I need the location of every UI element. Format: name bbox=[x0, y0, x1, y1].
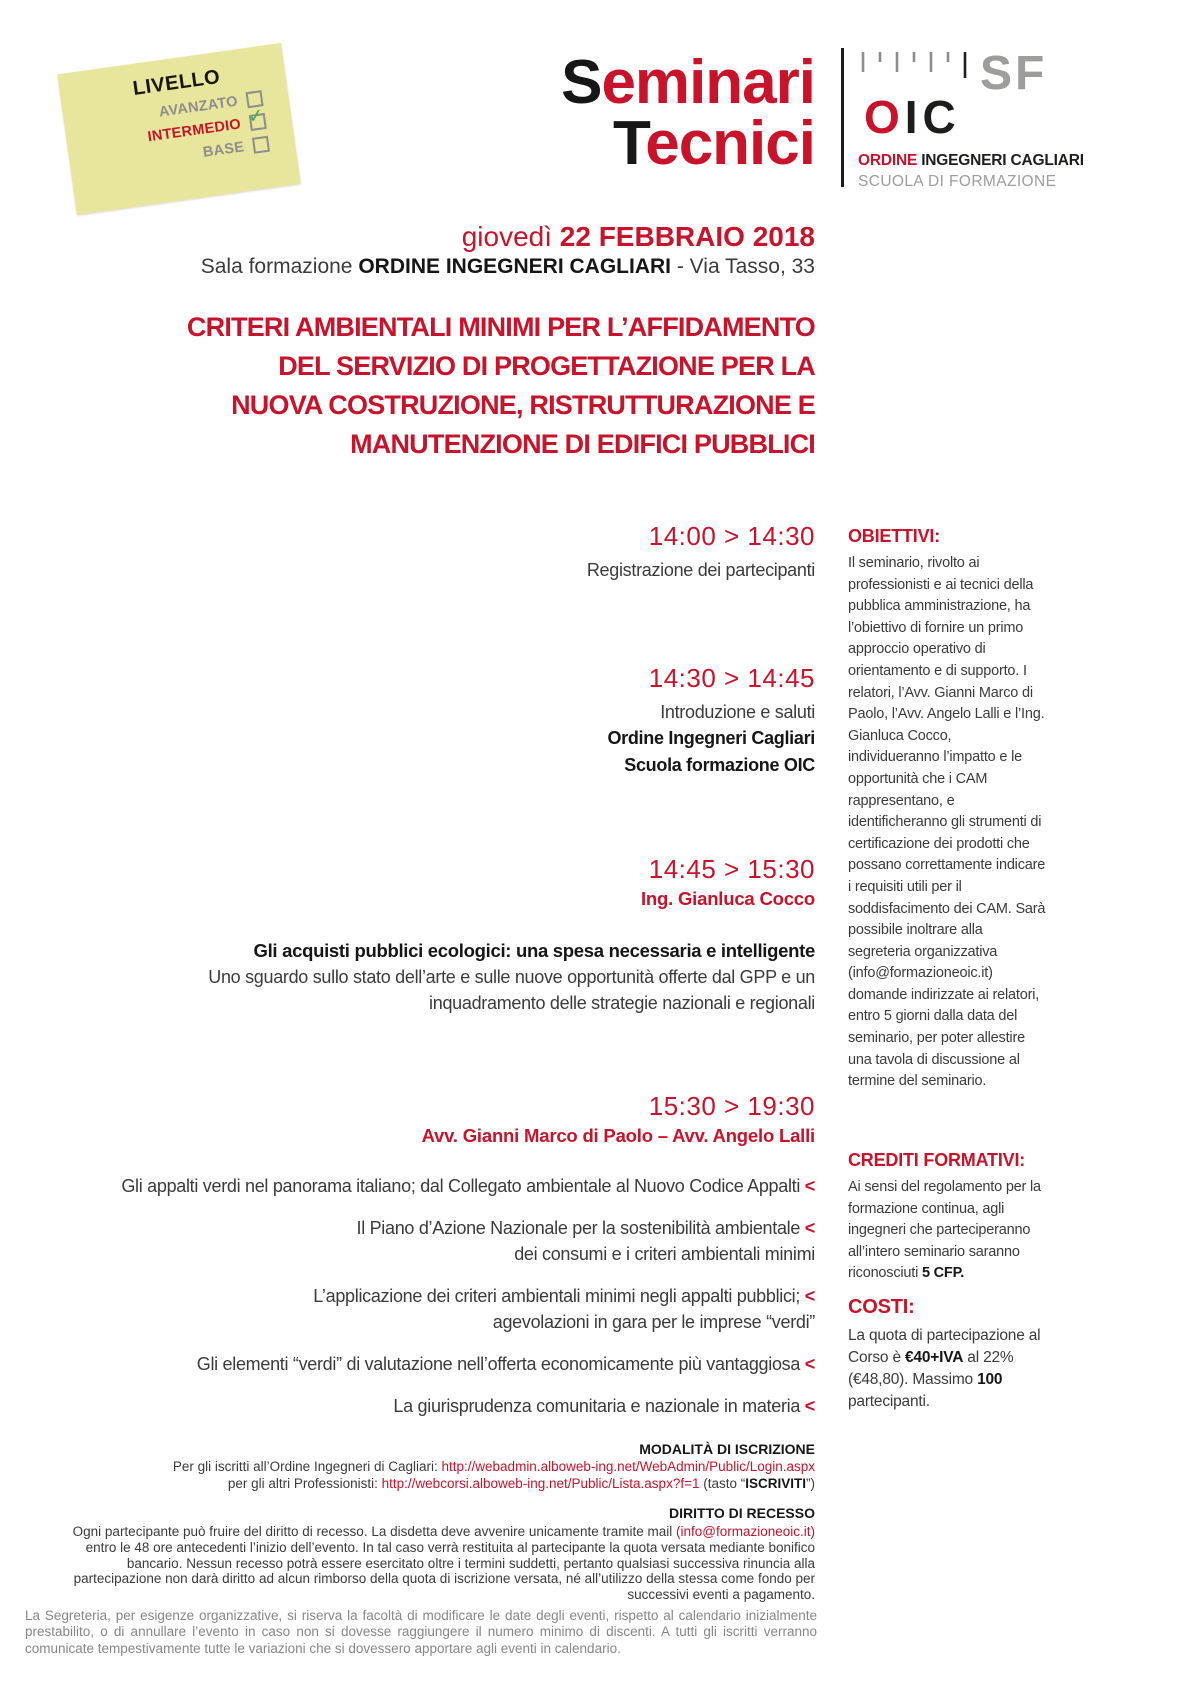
session-time: 14:45 > 15:30 bbox=[648, 854, 815, 884]
enrollment-label: per gli altri Professionisti: bbox=[227, 1476, 382, 1491]
withdrawal-email-link[interactable]: (info@formazioneoic.it) bbox=[675, 1524, 815, 1539]
topic-text: La giurisprudenza comunitaria e nazionale in materia bbox=[393, 1396, 801, 1416]
session-time: 14:00 > 14:30 bbox=[648, 521, 815, 551]
topic-text: Gli appalti verdi nel panorama italiano; dal Collegato ambientale al Nuovo Codice Appalti bbox=[121, 1176, 801, 1196]
event-venue bbox=[201, 253, 815, 280]
sidebar-credits bbox=[848, 1150, 1046, 1285]
session-introduction bbox=[70, 665, 815, 779]
credits-highlight: 5 CFP. bbox=[921, 1265, 965, 1282]
venue-prefix: Sala formazione bbox=[200, 255, 359, 278]
topic-text: L’applicazione dei criteri ambientali minimi negli appalti pubblici; bbox=[313, 1286, 801, 1306]
topic bbox=[393, 1393, 815, 1419]
session-registration bbox=[70, 523, 815, 583]
brand-line-2 bbox=[612, 109, 815, 178]
logo-org-red: ORDINE bbox=[858, 152, 918, 169]
enrollment-button-name: ISCRIVITI bbox=[745, 1476, 806, 1491]
withdrawal-part: Ogni partecipante può fruire del diritto di recesso. La disdetta deve avvenire unicamente tramite mail bbox=[72, 1524, 676, 1539]
session-description: Registrazione dei partecipanti bbox=[586, 560, 815, 580]
topic-marker: < bbox=[804, 1286, 815, 1306]
enrollment-section bbox=[70, 1440, 815, 1492]
event-date bbox=[462, 220, 815, 253]
topic-marker: < bbox=[804, 1176, 815, 1196]
talk-line: inquadramento delle strategie nazionali e regionali bbox=[429, 993, 815, 1013]
check-icon: ✓ bbox=[246, 105, 266, 129]
topic-line bbox=[393, 1393, 815, 1419]
venue-name: ORDINE INGEGNERI CAGLIARI bbox=[358, 255, 672, 278]
costs-part: La quota di partecipazione al Corso è bbox=[848, 1327, 1041, 1366]
topic-text: Il Piano d’Azione Nazionale per la sostenibilità ambientale bbox=[356, 1218, 801, 1238]
costs-max-participants: 100 bbox=[977, 1371, 1003, 1388]
oic-letters-ic: IC bbox=[904, 91, 961, 143]
session-speaker: Ing. Gianluca Cocco bbox=[640, 888, 815, 909]
header-divider bbox=[841, 48, 844, 187]
enrollment-note: (tasto “ bbox=[699, 1476, 746, 1491]
oic-logo-mark bbox=[858, 47, 1078, 146]
costs-price: €40+IVA bbox=[904, 1349, 964, 1366]
event-date-value: 22 FEBBRAIO 2018 bbox=[559, 221, 815, 252]
event-title-line: DEL SERVIZIO DI PROGETTAZIONE PER LA bbox=[278, 351, 815, 381]
level-option-label: BASE bbox=[201, 139, 246, 161]
session-host: Scuola formazione OIC bbox=[624, 755, 815, 775]
oic-acronym bbox=[864, 91, 961, 143]
session-time: 14:30 > 14:45 bbox=[648, 663, 815, 693]
enrollment-link[interactable]: http://webadmin.alboweb-ing.net/WebAdmin/Public/Login.aspx bbox=[441, 1459, 815, 1474]
level-note-title: LIVELLO bbox=[131, 65, 222, 100]
logo-org-dark: INGEGNERI CAGLIARI bbox=[917, 152, 1084, 169]
topic-text: Gli elementi “verdi” di valutazione nell’offerta economicamente più vantaggiosa bbox=[196, 1354, 801, 1374]
session-cocco bbox=[70, 856, 815, 1016]
disclaimer-text: La Segreteria, per esigenze organizzative, si riserva la facoltà di modificare le date degli eventi, rispetto al calendario inizialmente prestabilito, o di annullare l’evento in caso non si dovesse raggiungere il numero minimo di discenti. A tutti gli iscritti verranno comunicate tempestivamente tutte le variazioni che si dovessero apportare agli eventi in calendario. bbox=[25, 1608, 817, 1656]
event-title bbox=[70, 308, 815, 464]
venue-address: - Via Tasso, 33 bbox=[671, 255, 815, 278]
topic-line: dei consumi e i criteri ambientali minimi bbox=[514, 1244, 815, 1264]
withdrawal-part: entro le 48 ore antecedenti l’inizio dell’evento. In tal caso verrà restituita al partecipante la quota versata mediante bonifico bancario. Nessun recesso potrà essere esercitato oltre i termini suddetti, pertanto qualsiasi successiva rinuncia alla partecipazione non darà diritto ad alcun rimborso della quota di iscrizione versata, né all’utilizzo della stessa come fondo per successivi eventi a pagamento. bbox=[73, 1539, 815, 1603]
costs-part: partecipanti. bbox=[848, 1393, 930, 1410]
logo-school-line: SCUOLA DI FORMAZIONE bbox=[858, 173, 1057, 190]
costs-part: al 22% (€48,80). Massimo bbox=[848, 1349, 1014, 1388]
event-date-block bbox=[70, 220, 815, 280]
topic-line bbox=[313, 1283, 815, 1309]
session-speaker: Avv. Gianni Marco di Paolo – Avv. Angelo Lalli bbox=[421, 1125, 815, 1146]
brand-title bbox=[70, 48, 815, 178]
session-time: 15:30 > 19:30 bbox=[648, 1091, 815, 1121]
talk-title: Gli acquisti pubblici ecologici: una spesa necessaria e intelligente bbox=[253, 940, 815, 961]
brand-rest: eminari bbox=[601, 48, 815, 117]
sidebar-objectives bbox=[848, 526, 1046, 1093]
enrollment-link[interactable]: http://webcorsi.alboweb-ing.net/Public/Lista.aspx?f=1 bbox=[381, 1476, 700, 1491]
withdrawal-section bbox=[70, 1504, 815, 1603]
topic bbox=[357, 1215, 816, 1267]
costs-text bbox=[848, 1325, 1046, 1413]
session-description: Introduzione e saluti bbox=[660, 702, 815, 722]
brand-initial: S bbox=[561, 48, 602, 117]
topic-marker: < bbox=[804, 1354, 815, 1374]
topic bbox=[121, 1173, 815, 1199]
oic-logo bbox=[858, 47, 1084, 191]
enrollment-heading: MODALITÀ DI ISCRIZIONE bbox=[639, 1441, 815, 1457]
event-weekday: giovedì bbox=[461, 221, 560, 252]
topic-line bbox=[121, 1173, 815, 1199]
topic-line: agevolazioni in gara per le imprese “verdi” bbox=[492, 1312, 815, 1332]
topic-marker: < bbox=[804, 1218, 815, 1238]
credits-heading: CREDITI FORMATIVI: bbox=[848, 1150, 1026, 1170]
sf-mark: SF bbox=[980, 47, 1048, 100]
costs-heading: COSTI: bbox=[848, 1296, 915, 1318]
objectives-heading: OBIETTIVI: bbox=[848, 526, 940, 546]
sidebar-costs bbox=[848, 1296, 1046, 1413]
withdrawal-heading: DIRITTO DI RECESSO bbox=[669, 1505, 815, 1521]
brand-initial: T bbox=[612, 109, 646, 178]
topic bbox=[197, 1351, 815, 1377]
enrollment-line bbox=[173, 1458, 815, 1475]
ruler-ticks-icon bbox=[860, 52, 972, 92]
level-option-label: AVANZATO bbox=[157, 93, 239, 121]
objectives-text: Il seminario, rivolto ai professionisti e ai tecnici della pubblica amministrazione, ha l’obiettivo di fornire un primo approccio operativo di orientamento e di supporto. I relatori, l’Avv. Gianni Marco di Paolo, l’Avv. Angelo Lalli e l’Ing. Gianluca Cocco, individueranno l’impatto e le opportunità che i CAM rappresentano, e identificheranno gli strumenti di certificazione dei prodotti che possano correttamente indicare i requisiti utili per il soddisfacimento dei CAM. Sarà possibile inoltrare alla segreteria organizzativa (info@formazioneoic.it) domande indirizzate ai relatori, entro 5 giorni dalla data del seminario, per poter allestire una tavola di discussione al termine del seminario. bbox=[848, 555, 1046, 1090]
level-option-label: INTERMEDIO bbox=[146, 116, 243, 146]
session-dipaolo-lalli bbox=[70, 1093, 815, 1419]
withdrawal-text bbox=[70, 1524, 815, 1603]
enrollment-note: ”) bbox=[806, 1476, 815, 1491]
credits-text bbox=[848, 1177, 1046, 1285]
session-host: Ordine Ingegneri Cagliari bbox=[607, 728, 815, 748]
credits-body: Ai sensi del regolamento per la formazione continua, agli ingegneri che parteciperanno all’intero seminario saranno riconosciuti bbox=[848, 1179, 1041, 1282]
enrollment-line bbox=[228, 1475, 815, 1492]
event-title-line: MANUTENZIONE DI EDIFICI PUBBLICI bbox=[350, 429, 815, 459]
event-title-line: CRITERI AMBIENTALI MINIMI PER L’AFFIDAMENTO bbox=[186, 312, 815, 342]
brand-line-1 bbox=[561, 48, 815, 117]
topic-line bbox=[197, 1351, 815, 1377]
topic bbox=[313, 1283, 815, 1335]
talk-line: Uno sguardo sullo stato dell’arte e sulle nuove opportunità offerte dal GPP e un bbox=[208, 967, 815, 987]
topic-marker: < bbox=[804, 1396, 815, 1416]
oic-letter-o: O bbox=[864, 91, 905, 143]
topic-line bbox=[357, 1215, 816, 1241]
event-title-line: NUOVA COSTRUZIONE, RISTRUTTURAZIONE E bbox=[231, 390, 815, 420]
enrollment-label: Per gli iscritti all’Ordine Ingegneri di Cagliari: bbox=[172, 1459, 442, 1474]
brand-rest: ecnici bbox=[645, 109, 815, 178]
logo-org-line bbox=[858, 152, 1084, 170]
